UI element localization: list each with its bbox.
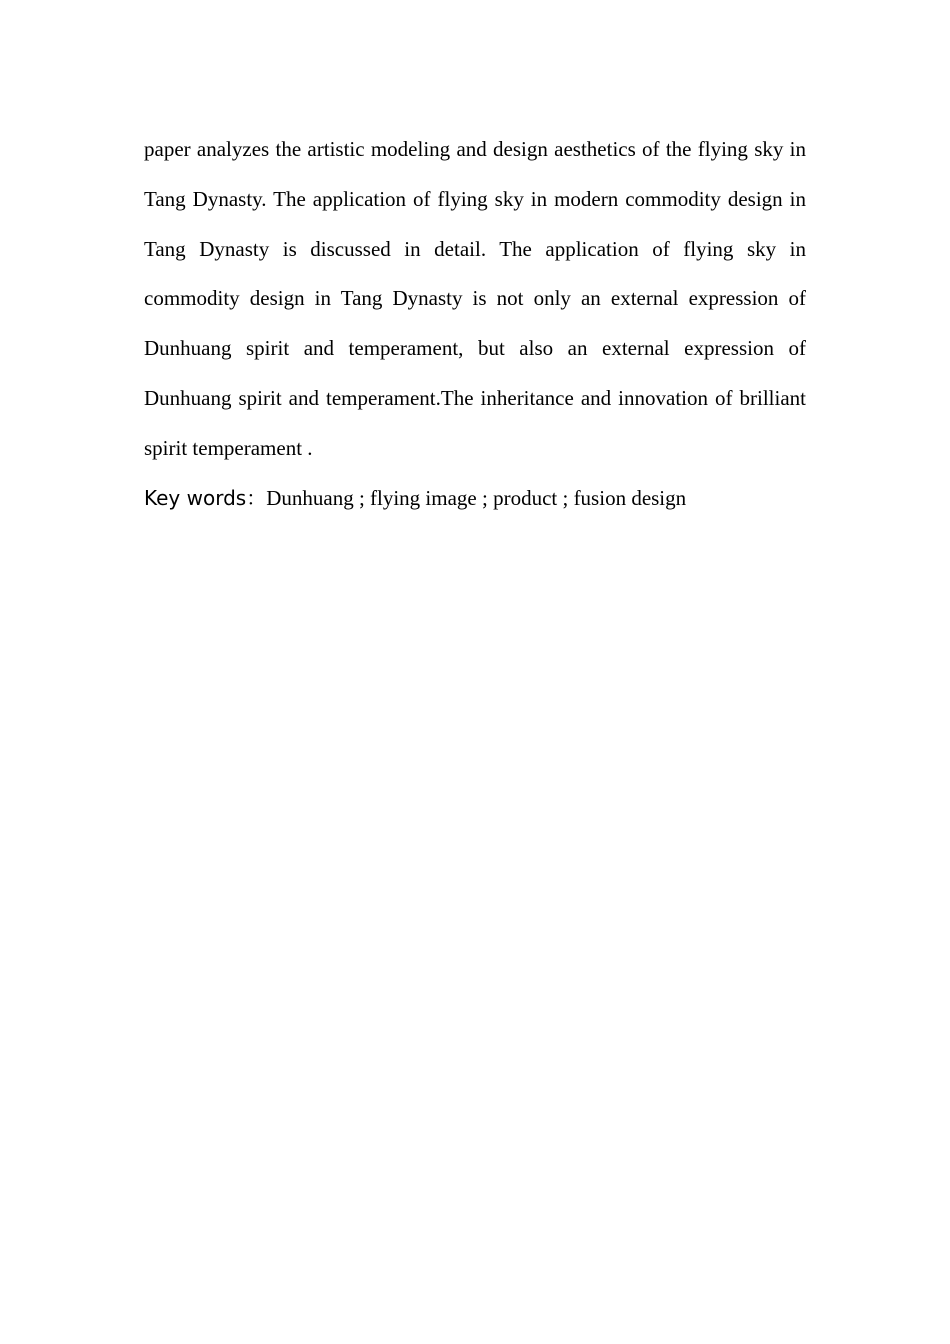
keywords-value: Dunhuang ; flying image ; product ; fusion design [266,485,687,510]
keywords-label: Key words： [144,485,267,510]
keywords-line [144,474,806,526]
abstract-paragraph: paper analyzes the artistic modeling and design aesthetics of the flying sky in Tang Dynasty. The application of flying sky in modern commodity design in Tang Dynasty is discussed in detail. The application of flying sky in commodity design in Tang Dynasty is not only an external expression of Dunhuang spirit and temperament, but also an external expression of Dunhuang spirit and temperament.The inheritance and innovation of brilliant spirit temperament . [144,137,806,460]
abstract-section [144,125,806,525]
